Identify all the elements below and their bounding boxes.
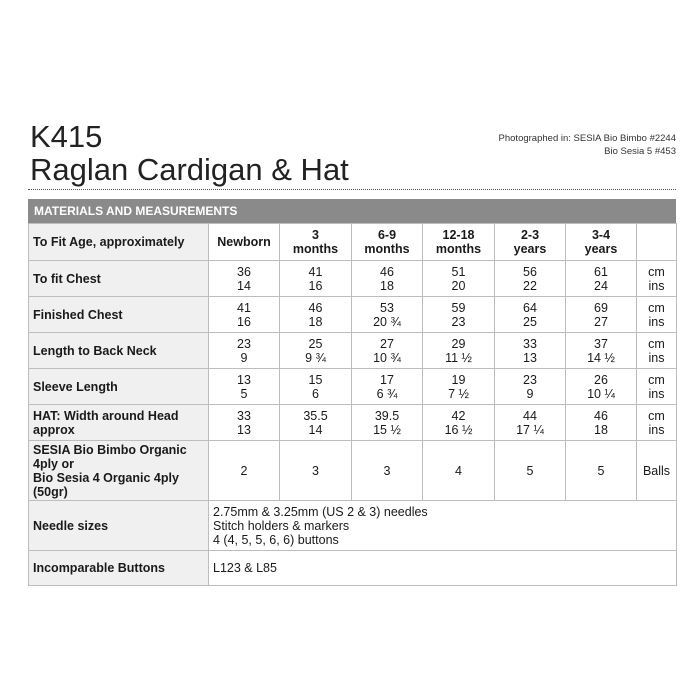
measure-cell: 33 13: [495, 333, 566, 369]
row-label: Sleeve Length: [29, 369, 209, 405]
measure-cell: 13 5: [209, 369, 280, 405]
table-row: [29, 297, 677, 333]
yarn-balls-cell: 4: [423, 441, 495, 501]
photographed-note: [499, 132, 676, 158]
measure-cell: 59 23: [423, 297, 495, 333]
yarn-balls-cell: 5: [495, 441, 566, 501]
unit-cell: cm ins: [637, 297, 677, 333]
yarn-label: SESIA Bio Bimbo Organic 4ply or Bio Sesia 4 Organic 4ply (50gr): [29, 441, 209, 501]
buttons-label: Incomparable Buttons: [29, 551, 209, 586]
row-label: Finished Chest: [29, 297, 209, 333]
photographed-line-1: Photographed in: SESIA Bio Bimbo #2244: [498, 133, 676, 144]
buttons-row: [29, 551, 677, 586]
table-row: [29, 333, 677, 369]
age-col: 12-18 months: [423, 224, 495, 261]
yarn-balls-cell: 5: [566, 441, 637, 501]
measure-cell: 41 16: [280, 261, 352, 297]
age-col: 2-3 years: [495, 224, 566, 261]
measure-cell: 53 20 ¾: [352, 297, 423, 333]
unit-cell: cm ins: [637, 261, 677, 297]
measure-cell: 27 10 ¾: [352, 333, 423, 369]
photographed-line-2: Bio Sesia 5 #453: [604, 146, 676, 157]
row-label: Length to Back Neck: [29, 333, 209, 369]
row-label: To fit Chest: [29, 261, 209, 297]
measure-cell: 36 14: [209, 261, 280, 297]
age-header-row: [29, 224, 677, 261]
materials-table: [28, 223, 677, 586]
measure-cell: 33 13: [209, 405, 280, 441]
measure-cell: 39.5 15 ½: [352, 405, 423, 441]
table-row: [29, 261, 677, 297]
measure-cell: 46 18: [352, 261, 423, 297]
measure-cell: 17 6 ¾: [352, 369, 423, 405]
measure-cell: 42 16 ½: [423, 405, 495, 441]
measure-cell: 64 25: [495, 297, 566, 333]
table-row: [29, 405, 677, 441]
needles-row: [29, 501, 677, 551]
measure-cell: 23 9: [209, 333, 280, 369]
yarn-row: [29, 441, 677, 501]
needles-label: Needle sizes: [29, 501, 209, 551]
measure-cell: 46 18: [566, 405, 637, 441]
pattern-title: Raglan Cardigan & Hat: [30, 152, 349, 187]
measure-cell: 37 14 ½: [566, 333, 637, 369]
unit-header-empty: [637, 224, 677, 261]
measure-cell: 41 16: [209, 297, 280, 333]
measure-cell: 46 18: [280, 297, 352, 333]
yarn-balls-cell: 3: [280, 441, 352, 501]
measure-cell: 51 20: [423, 261, 495, 297]
age-col: Newborn: [209, 224, 280, 261]
measure-cell: 69 27: [566, 297, 637, 333]
yarn-balls-cell: 3: [352, 441, 423, 501]
unit-cell: cm ins: [637, 369, 677, 405]
table-row: [29, 369, 677, 405]
measure-cell: 25 9 ¾: [280, 333, 352, 369]
measure-cell: 26 10 ¼: [566, 369, 637, 405]
pattern-code: K415: [30, 119, 103, 154]
unit-cell: cm ins: [637, 405, 677, 441]
needles-info: 2.75mm & 3.25mm (US 2 & 3) needles Stitch holders & markers 4 (4, 5, 5, 6, 6) buttons: [209, 501, 677, 551]
measure-cell: 44 17 ¼: [495, 405, 566, 441]
measure-cell: 61 24: [566, 261, 637, 297]
measure-cell: 23 9: [495, 369, 566, 405]
row-label: HAT: Width around Head approx: [29, 405, 209, 441]
age-col: 3-4 years: [566, 224, 637, 261]
age-col: 6-9 months: [352, 224, 423, 261]
yarn-unit-cell: Balls: [637, 441, 677, 501]
measure-cell: 29 11 ½: [423, 333, 495, 369]
buttons-info: L123 & L85: [209, 551, 677, 586]
yarn-balls-cell: 2: [209, 441, 280, 501]
age-label: To Fit Age, approximately: [29, 224, 209, 261]
section-banner: MATERIALS AND MEASUREMENTS: [28, 199, 676, 223]
age-col: 3 months: [280, 224, 352, 261]
dotted-divider: [28, 189, 676, 190]
measure-cell: 15 6: [280, 369, 352, 405]
measure-cell: 56 22: [495, 261, 566, 297]
measure-cell: 19 7 ½: [423, 369, 495, 405]
unit-cell: cm ins: [637, 333, 677, 369]
measure-cell: 35.5 14: [280, 405, 352, 441]
